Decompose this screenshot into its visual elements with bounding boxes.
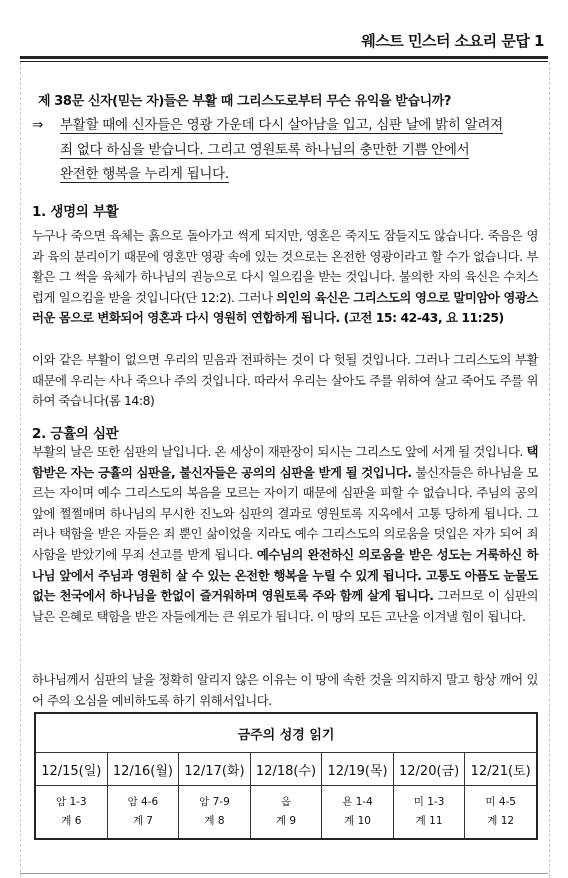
answer-block <box>32 113 532 187</box>
answer-line: 죄 없다 하심을 받습니다. 그리고 영원토록 하나님의 충만한 기쁨 안에서 <box>60 141 470 158</box>
reading-cell: 옵 계 9 <box>250 786 322 840</box>
answer-line: 부활할 때에 신자들은 영광 가운데 다시 살아남을 입고, 심판 날에 밝히 알려져 <box>60 117 503 133</box>
bible-reading-table <box>34 712 538 840</box>
day-cell: 12/17(화) <box>179 753 251 786</box>
section2-paragraph2: 하나님께서 심판의 날을 정확히 알리지 않은 이유는 이 땅에 속한 것을 의지하지 말고 항상 깨어 있어 주의 오심을 예비하도록 하기 위해서입니다. <box>32 672 538 708</box>
day-cell: 12/21(토) <box>465 753 537 786</box>
header-title: 웨스트 민스터 소요리 문답 1 <box>361 32 544 50</box>
day-cell: 12/15(일) <box>35 753 107 786</box>
arrow-icon: ⇒ <box>32 117 44 133</box>
header-rule-thin <box>20 61 548 62</box>
section-title: 2. 긍휼의 심판 <box>32 426 119 442</box>
day-cell: 12/18(수) <box>250 753 322 786</box>
answer-line: 완전한 행복을 누리게 됩니다. <box>60 166 229 182</box>
section2-paragraph1: 부활의 날은 또한 심판의 날입니다. 온 세상이 재판장이 되시는 그리스도 앞에 서게 될 것입니다. 택함받은 자는 긍휼의 심판을, 불신자들은 공의의 심판을 받게 될 것입니다. 불신자들은 하나님을 모르는 자이며 예수 그리스도의 복음을 모르는 자이기 때문에 심판을 피할 수 없습니다. 주님의 공의 앞에 쩔쩔매며 하나님의 무시한 진노와 심판의 결과로 영원토록 지옥에서 고통 당하게 됩니다. 그러나 택함을 받은 자들은 죄 뿐인 삶이었을 지라도 예수 그리스도의 의로움을 덧입은 자가 되어 죄 사함을 받았기에 무죄 선고를 받게 됩니다. 예수님의 완전하신 의로움을 받은 성도는 거룩하신 하나님 앞에서 주님과 영원히 살 수 있는 온전한 행복을 누릴 수 있게 됩니다. 고통도 아픔도 눈물도 없는 천국에서 하나님을 한없이 즐거워하며 영원토록 주와 함께 살게 됩니다. 그러므로 이 심판의 날은 은혜로 택함을 받은 자들에게는 큰 위로가 됩니다. 이 땅의 모든 고난을 이겨낼 힘이 됩니다. <box>32 444 539 624</box>
header-rule <box>20 56 548 59</box>
reading-cell: 암 4-6 계 7 <box>107 786 179 840</box>
reading-cell: 미 1-3 계 11 <box>393 786 465 840</box>
day-cell: 12/16(월) <box>107 753 179 786</box>
section1-paragraph2: 이와 같은 부활이 없으면 우리의 믿음과 전파하는 것이 다 헛될 것입니다. 그러나 그리스도의 부활 때문에 우리는 사나 죽으나 주의 것입니다. 따라서 우리는 살아도 주를 위하여 살고 죽어도 주를 위하여 죽습니다(롬 14:8) <box>32 352 538 409</box>
table-caption: 금주의 성경 읽기 <box>35 713 537 753</box>
bottom-rule <box>20 873 548 874</box>
reading-cell: 암 7-9 계 8 <box>179 786 251 840</box>
section1-paragraph1: 누구나 죽으면 육체는 흙으로 돌아가고 썩게 되지만, 영혼은 죽지도 잠들지도 않습니다. 죽음은 영과 육의 분리이기 때문에 영혼만 영광 속에 있는 것으로는 온전한 영광이라고 할 수가 없습니다. 부활은 그 썩을 육체가 하나님의 권능으로 다시 일으킴을 받는 것입니다. 불의한 자의 육신은 수치스럽게 일으킴을 받을 것입니다(단 12:2). 그러나 의인의 육신은 그리스도의 영으로 말미암아 영광스러운 몸으로 변화되어 영혼과 다시 영원히 연합하게 됩니다. (고전 15: 42-43, 요 11:25) <box>32 228 538 326</box>
reading-cell: 암 1-3 계 6 <box>35 786 107 840</box>
reading-cell: 욘 1-4 계 10 <box>322 786 394 840</box>
day-cell: 12/20(금) <box>393 753 465 786</box>
question-text: 제 38문 신자(믿는 자)들은 부활 때 그리스도로부터 무슨 유익을 받습니까? <box>38 94 452 109</box>
reading-cell: 미 4-5 계 12 <box>465 786 537 840</box>
day-cell: 12/19(목) <box>322 753 394 786</box>
section-title: 1. 생명의 부활 <box>32 204 119 220</box>
